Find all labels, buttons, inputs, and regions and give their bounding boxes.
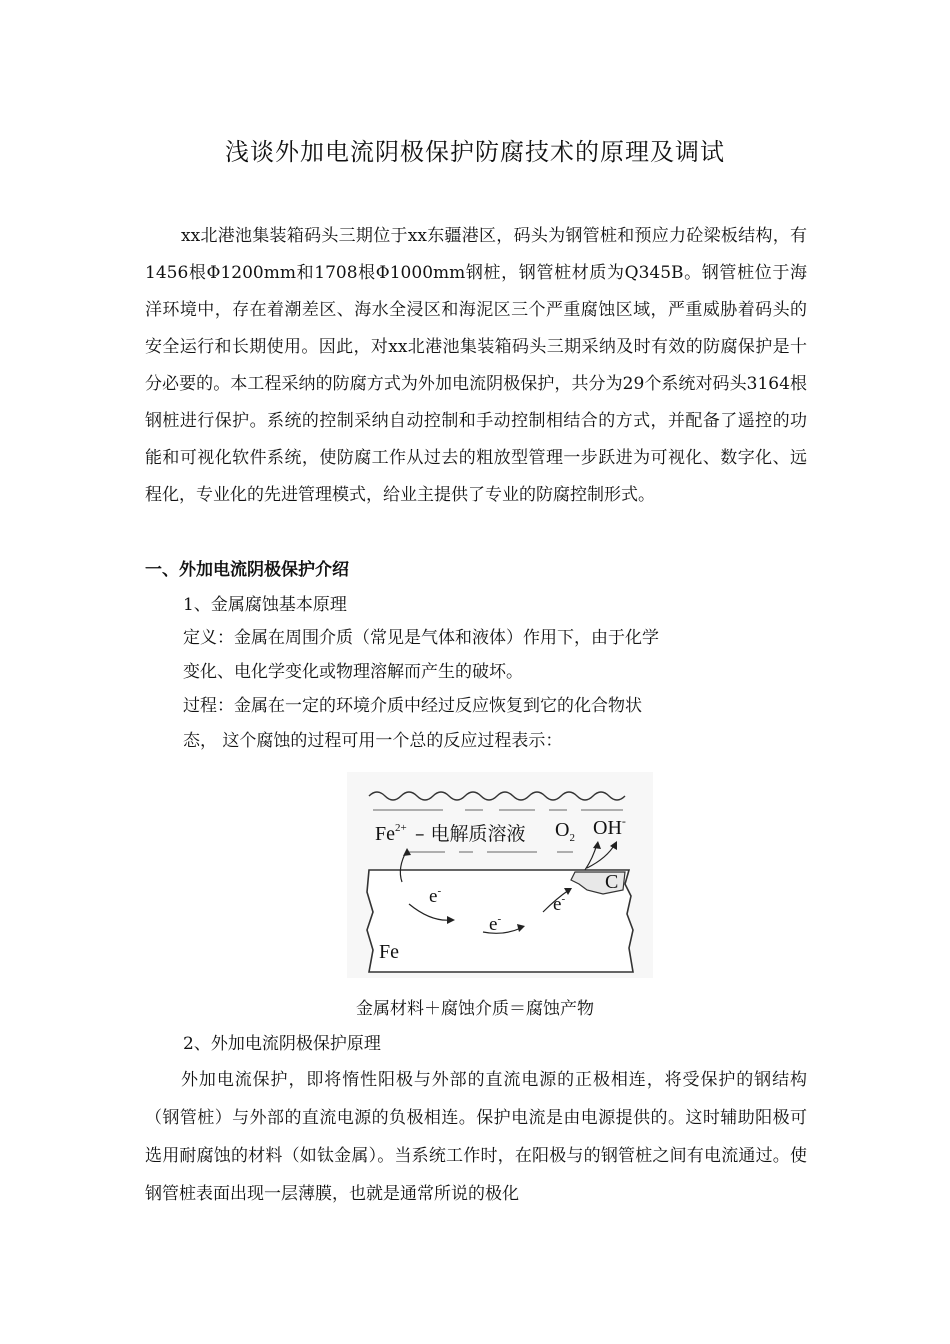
process-line: 过程：金属在一定的环境介质中经过反应恢复到它的化合物状 (183, 696, 642, 716)
section-heading: 一、外加电流阴极保护介绍 (145, 560, 349, 580)
oxygen-label: $O_2$ (555, 819, 575, 844)
fe-ion-label: $Fe^{2+}$ (375, 822, 407, 845)
electron-label: e- (489, 913, 502, 935)
carbon-label: C (605, 871, 619, 893)
process-line: 态， 这个腐蚀的过程可用一个总的反应过程表示： (183, 731, 563, 751)
subsection-heading: 1、金属腐蚀基本原理 (183, 595, 347, 615)
definition-line: 变化、电化学变化或物理溶解而产生的破坏。 (183, 662, 523, 682)
definition-line: 定义：金属在周围介质（常见是气体和液体）作用下，由于化学 (183, 628, 659, 648)
document-title: 浅谈外加电流阴极保护防腐技术的原理及调试 (225, 138, 725, 166)
principle-paragraph: 外加电流保护，即将惰性阳极与外部的直流电源的正极相连，将受保护的钢结构（钢管桩）与外部的直流电源的负极相连。保护电流是由电源提供的。这时辅助阳极可选用耐腐蚀的材料（如钛金属）。当系统工作时，在阳极与的钢管桩之间有电流通过。使钢管桩表面出现一层薄膜，也就是通常所说的极化 (145, 1070, 807, 1204)
figure-caption: 金属材料＋腐蚀介质＝腐蚀产物 (356, 999, 594, 1019)
corrosion-diagram (347, 772, 653, 978)
water-surface-wave (369, 792, 625, 800)
subsection-heading: 2、外加电流阴极保护原理 (183, 1034, 381, 1054)
intro-paragraph: xx北港池集装箱码头三期位于xx东疆港区，码头为钢管桩和预应力砼梁板结构，有1456根Φ1200mm和1708根Φ1000mm钢桩，钢管桩材质为Q345B。钢管桩位于海洋环境中，存在着潮差区、海水全浸区和海泥区三个严重腐蚀区域，严重威胁着码头的安全运行和长期使用。因此，对xx北港池集装箱码头三期采纳及时有效的防腐保护是十分必要的。本工程采纳的防腐方式为外加电流阴极保护，共分为29个系统对码头3164根钢桩进行保护。系统的控制采纳自动控制和手动控制相结合的方式，并配备了遥控的功能和可视化软件系统，使防腐工作从过去的粗放型管理一步跃进为可视化、数字化、远程化，专业化的先进管理模式，给业主提供了专业的防腐控制形式。 (145, 226, 807, 505)
electron-label: e- (429, 885, 442, 907)
iron-label: Fe (379, 941, 399, 963)
electrolyte-label: – 电解质溶液 (415, 823, 526, 845)
hydroxide-label: OH- (593, 814, 626, 839)
electron-label: e- (553, 893, 566, 915)
